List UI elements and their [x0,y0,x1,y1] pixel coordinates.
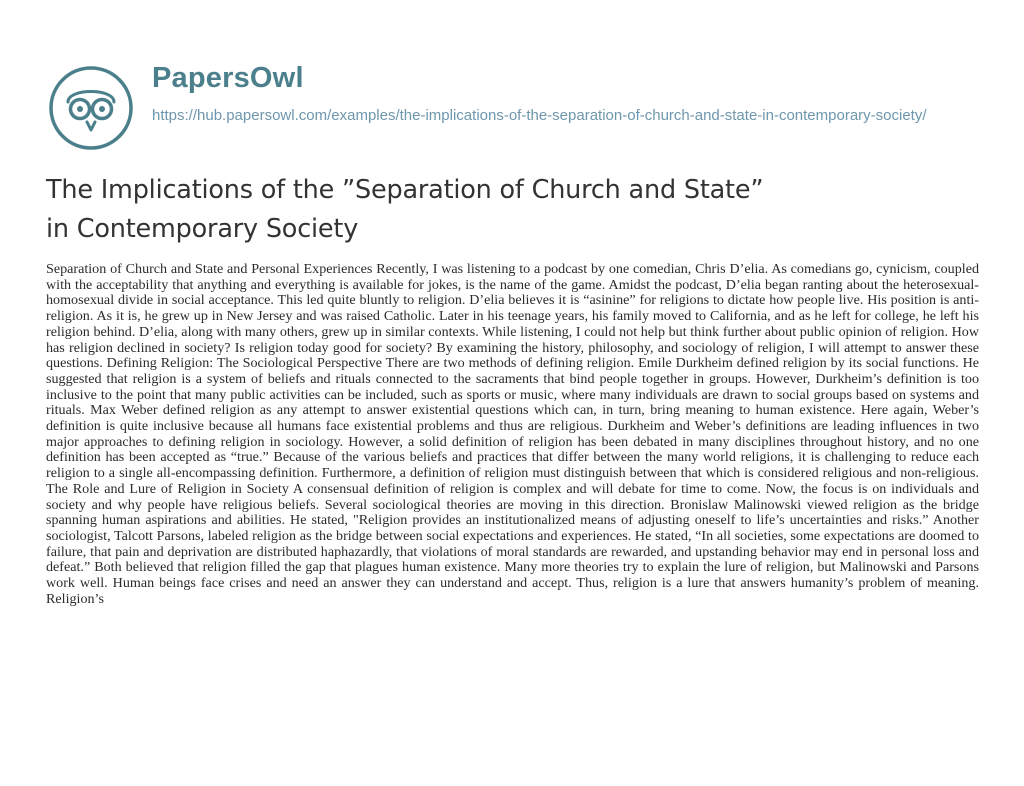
source-url-link[interactable]: https://hub.papersowl.com/examples/the-implications-of-the-separation-of-church-and-state-in-contemporary-society/ [152,107,927,124]
document-body: Separation of Church and State and Personal Experiences Recently, I was listening to a podcast by one comedian, Chris D’elia. As comedians go, cynicism, coupled with the acceptability that anything and everything is available for jokes, is the name of the game. Amidst the podcast, D’elia began ranting about the heterosexual-homosexual divide in social acceptance. This led quite bluntly to religion. D’elia believes it is “asinine” for religions to dictate how people live. His position is anti-religion. As it is, he grew up in New Jersey and was raised Catholic. Later in his teenage years, his family moved to California, and as he left for college, he left his religion behind. D’elia, along with many others, grew up in similar contexts. While listening, I could not help but think further about public opinion of religion. How has religion declined in society? Is religion today good for society? By examining the history, philosophy, and sociology of religion, I will attempt to answer these questions. Defining Religion: The Sociological Perspective There are two methods of defining religion. Emile Durkheim defined religion by its social functions. He suggested that religion is a system of beliefs and rituals connected to the sacraments that bind people together in groups. However, Durkheim’s definition is too inclusive to the point that many public activities can be included, such as sports or music, where many individuals are drawn to social groups based on systems and rituals. Max Weber defined religion as any attempt to answer existential questions which can, in turn, bring meaning to human existence. Here again, Weber’s definition is quite inclusive because all humans face existential problems and thus are religious. Durkheim and Weber’s definitions are leading influences in two major approaches to defining religion in sociology. However, a solid definition of religion has been debated in many disciplines throughout history, and no one definition has been accepted as “true.” Because of the various beliefs and practices that differ between the many world religions, it is challenging to reduce each religion to a single all-encompassing definition. Furthermore, a definition of religion must distinguish between that which is considered religious and non-religious. The Role and Lure of Religion in Society A consensual definition of religion is complex and will debate for time to come. Now, the focus is on individuals and society and why people have religious beliefs. Several sociological theories are moving in this direction. Bronislaw Malinowski viewed religion as the bridge spanning human aspirations and abilities. He stated, "Religion provides an institutionalized means of adjusting oneself to life’s uncertainties and risks.” Another sociologist, Talcott Parsons, labeled religion as the bridge between social expectations and experiences. He stated, “In all societies, some expectations are doomed to failure, that pain and deprivation are distributed haphazardly, that violations of moral standards are rewarded, and upstanding behavior may end in personal loss and defeat.” Both believed that religion filled the gap that plagues human existence. Many more theories try to explain the lure of religion, but Malinowski and Parsons work well. Human beings face crises and need an answer they can understand and accept. Thus, religion is a lure that answers humanity’s problem of meaning. Religion’s [46,262,979,607]
site-header [47,56,987,156]
bottom-fade-overlay [0,712,1024,786]
document-title: The Implications of the ”Separation of Church and State” in Contemporary Society [46,175,764,244]
owl-logo-icon[interactable] [47,64,135,152]
brand-name[interactable]: PapersOwl [152,62,304,94]
